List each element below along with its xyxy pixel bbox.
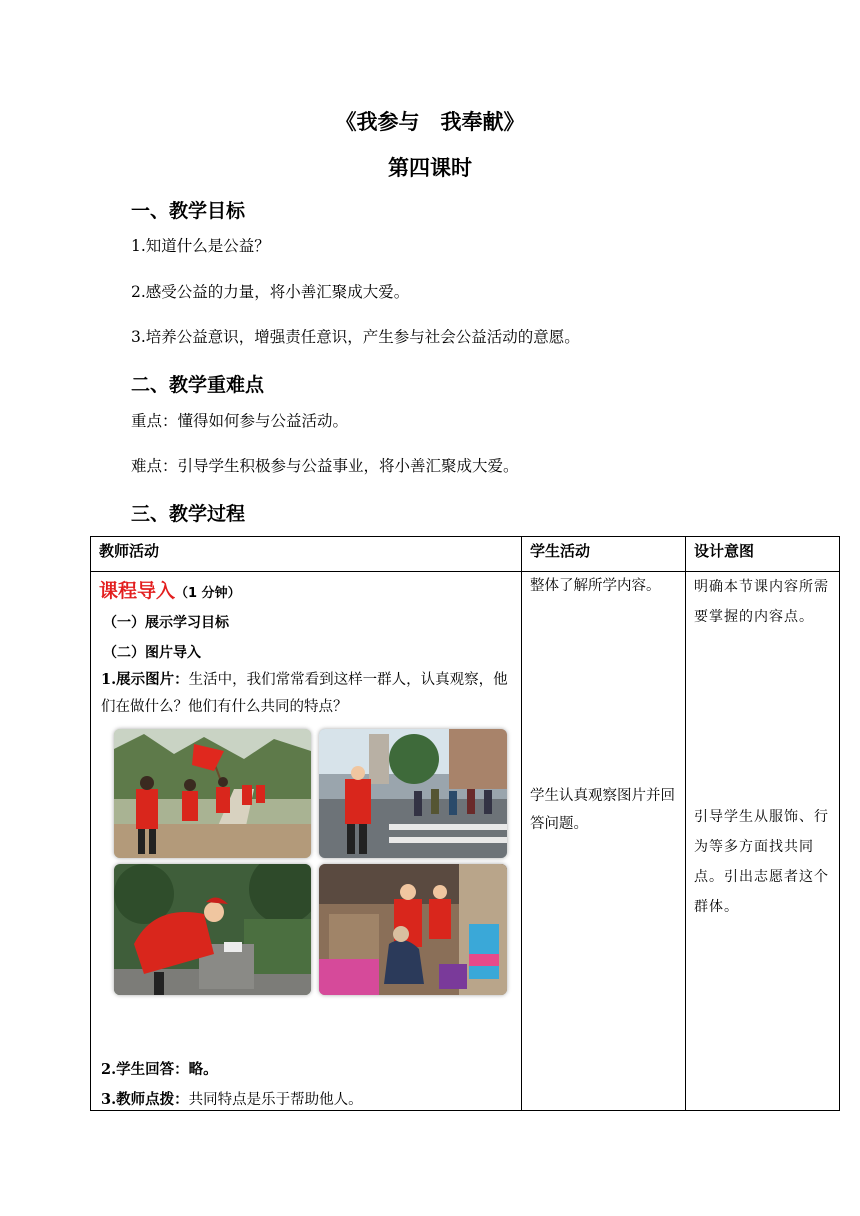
header-student-activity: 学生活动: [522, 537, 686, 572]
teaching-process-table: [90, 536, 840, 1111]
design-intent-2: 引导学生从服饰、行为等多方面找共同点。引出志愿者这个群体。: [694, 809, 829, 915]
header-design-intent: 设计意图: [686, 537, 840, 572]
student-answer-line: [101, 1056, 521, 1084]
photo-volunteers-shop: [319, 864, 507, 995]
teacher-tip-text: 共同特点是乐于帮助他人。: [188, 1092, 363, 1108]
lead-in-title: 课程导入: [99, 580, 176, 602]
lead-in-duration: （1 分钟）: [175, 586, 241, 601]
teacher-tip-label: 3.教师点拨：: [101, 1091, 189, 1108]
lead-in-heading: [99, 576, 241, 603]
photo-volunteers-walking: [114, 729, 311, 858]
document-subtitle: 第四课时: [388, 156, 472, 180]
objective-item: 2.感受公益的力量，将小善汇聚成大爱。: [131, 283, 410, 301]
show-pictures-paragraph: [101, 666, 521, 721]
photo-volunteer-crosswalk: [319, 729, 507, 858]
photo-volunteer-cleaning: [114, 864, 311, 995]
show-pictures-text: 生活中，我们常常看到这样一群人，认真观察，他们在做什么？他们有什么共同的特点？: [101, 672, 508, 715]
section-heading-key-points: 二、教学重难点: [131, 374, 265, 396]
design-intent-1: 明确本节课内容所需要掌握的内容点。: [694, 579, 829, 625]
key-point: 重点：懂得如何参与公益活动。: [131, 412, 349, 430]
student-answer-label: 2.学生回答：: [101, 1061, 189, 1078]
objective-item: 3.培养公益意识，增强责任意识，产生参与社会公益活动的意愿。: [131, 328, 580, 346]
step-picture-intro: （二）图片导入: [103, 645, 201, 661]
difficult-point: 难点：引导学生积极参与公益事业，将小善汇聚成大爱。: [131, 457, 519, 475]
design-intent-cell: [686, 572, 840, 1111]
section-heading-objectives: 一、教学目标: [131, 200, 246, 222]
student-activity-1: 整体了解所学内容。: [530, 578, 661, 594]
step-show-objectives: （一）展示学习目标: [103, 615, 229, 631]
teacher-activity-cell: [91, 572, 522, 1111]
objective-item: 1.知道什么是公益？: [131, 237, 270, 255]
section-heading-process: 三、教学过程: [131, 503, 246, 525]
teacher-tip-line: [101, 1086, 521, 1114]
document-title: 《我参与 我奉献》: [335, 110, 525, 134]
student-answer-text: 略。: [188, 1061, 218, 1078]
student-activity-2: 学生认真观察图片并回答问题。: [530, 788, 675, 832]
student-activity-cell: [522, 572, 686, 1111]
header-teacher-activity: 教师活动: [91, 537, 522, 572]
show-pictures-label: 1.展示图片：: [101, 671, 189, 688]
